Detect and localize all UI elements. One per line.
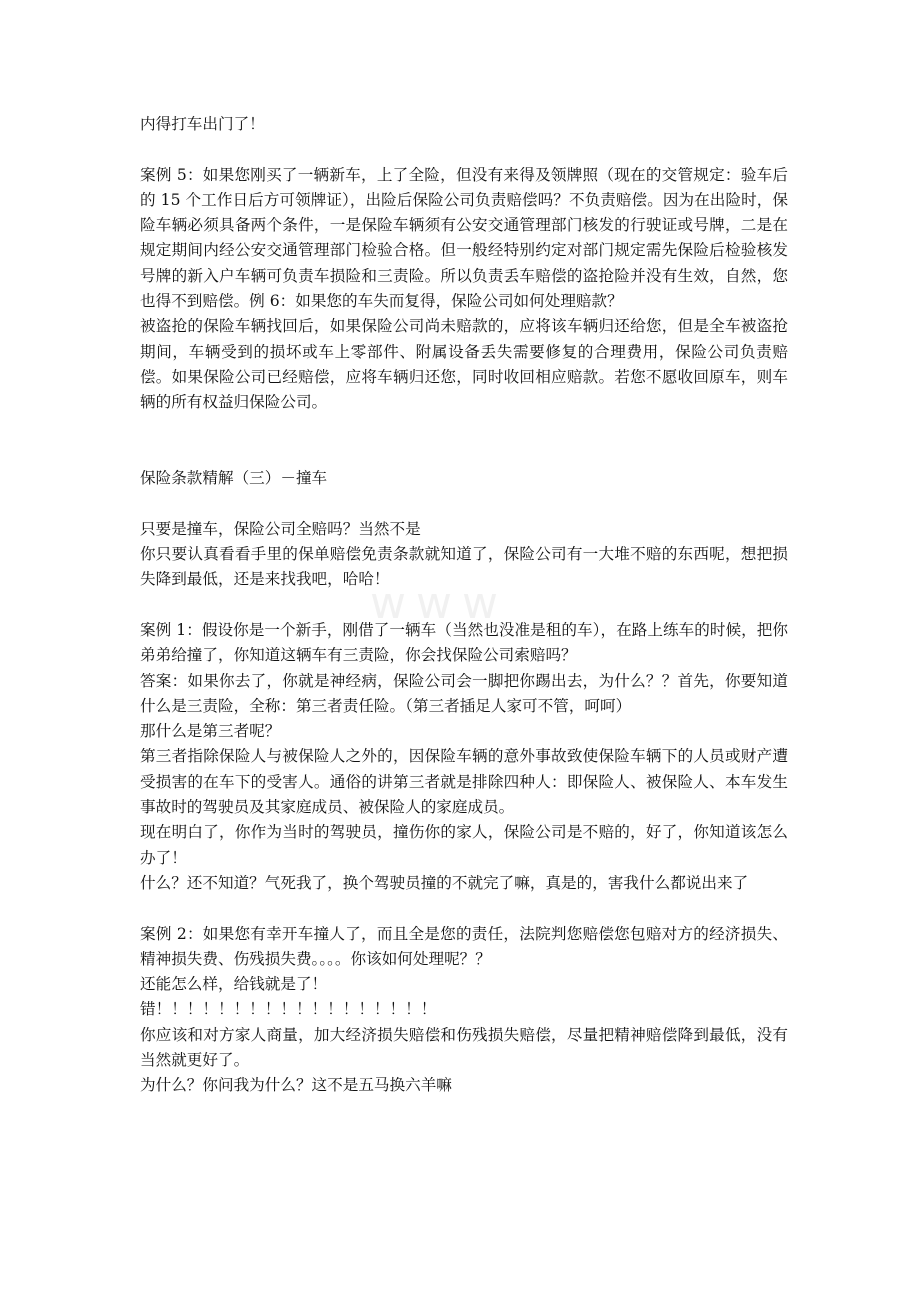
paragraph-intro: 内得打车出门了！ — [140, 115, 265, 133]
paragraph-advice: 你应该和对方家人商量，加大经济损失赔偿和伤残损失赔偿，尽量把精神赔偿降到最低，没有当然就更好了。 — [140, 1025, 788, 1069]
paragraph-case-2: 案例 2：如果您有幸开车撞人了，而且全是您的责任，法院判您赔偿您包赔对方的经济损失、精神损失费、伤残损失费。。。。你该如何处理呢？？ — [140, 924, 788, 968]
paragraph-recovered-car: 被盗抢的保险车辆找回后，如果保险公司尚未赔款的，应将该车辆归还给您，但是全车被盗抢期间，车辆受到的损坏或车上零部件、附属设备丢失需要修复的合理费用，保险公司负责赔偿。如果保险公司已经赔偿，应将车辆归还您，同时收回相应赔款。若您不愿收回原车，则车辆的所有权益归保险公司。 — [140, 317, 788, 412]
paragraph-why: 为什么？你问我为什么？这不是五马换六羊嘛 — [140, 1076, 452, 1095]
paragraph-third-party-definition: 第三者指除保险人与被保险人之外的，因保险车辆的意外事故致使保险车辆下的人员或财产遭受损害的在车下的受害人。通俗的讲第三者就是排除四种人：即保险人、被保险人、本车发生事故时的驾驶员及其家庭成员、被保险人的家庭成员。 — [140, 747, 788, 817]
paragraph-third-party-question: 那什么是第三者呢？ — [140, 722, 281, 741]
document-body — [140, 112, 788, 1099]
paragraph-explanation: 你只要认真看看手里的保单赔偿免责条款就知道了，保险公司有一大堆不赔的东西呢，想把损失降到最低，还是来找我吧，哈哈！ — [140, 545, 788, 589]
paragraph-gap — [140, 137, 788, 162]
paragraph-gap — [140, 593, 788, 618]
paragraph-gap — [140, 491, 788, 516]
watermark: www — [370, 578, 508, 629]
paragraph-gap — [140, 896, 788, 921]
paragraph-wrong: 错！！！！！！！！！！！！！！！！！！ — [140, 1000, 437, 1019]
paragraph-gap — [140, 416, 788, 467]
paragraph-question: 只要是撞车，保险公司全赔吗？当然不是 — [140, 519, 421, 538]
paragraph-answer: 答案：如果你去了，你就是神经病，保险公司会一脚把你踢出去，为什么？？首先，你要知道什么是三责险，全称：第三者责任险。（第三者插足人家可不管，呵呵） — [140, 671, 788, 715]
paragraph-case-1: 案例 1：假设你是一个新手，刚借了一辆车（当然也没准是租的车），在路上练车的时候，把你弟弟给撞了，你知道这辆车有三责险，你会找保险公司索赔吗？ — [140, 620, 788, 665]
paragraph-understanding: 现在明白了，你作为当时的驾驶员，撞伤你的家人，保险公司是不赔的，好了，你知道该怎么办了！ — [140, 823, 788, 867]
paragraph-joke: 什么？还不知道？气死我了，换个驾驶员撞的不就完了嘛，真是的，害我什么都说出来了 — [140, 873, 749, 892]
paragraph-pay: 还能怎么样，给钱就是了！ — [140, 975, 328, 994]
section-heading: 保险条款精解（三）－撞车 — [140, 469, 328, 488]
paragraph-case-5: 案例 5：如果您刚买了一辆新车，上了全险，但没有来得及领牌照（现在的交管规定：验车后的 15 个工作日后方可领牌证），出险后保险公司负责赔偿吗？不负责赔偿。因为在出险时，保险车辆必须具备两个条件，一是保险车辆须有公安交通管理部门核发的行驶证或号牌，二是在规定期间内经公安交通管理部门检验合格。但一般经特别约定对部门规定需先保险后检验核发号牌的新入户车辆可负责车损险和三责险。所以负责丢车赔偿的盗抢险并没有生效，自然，您也得不到赔偿。例 6：如果您的车失而复得，保险公司如何处理赔款？ — [140, 165, 788, 311]
